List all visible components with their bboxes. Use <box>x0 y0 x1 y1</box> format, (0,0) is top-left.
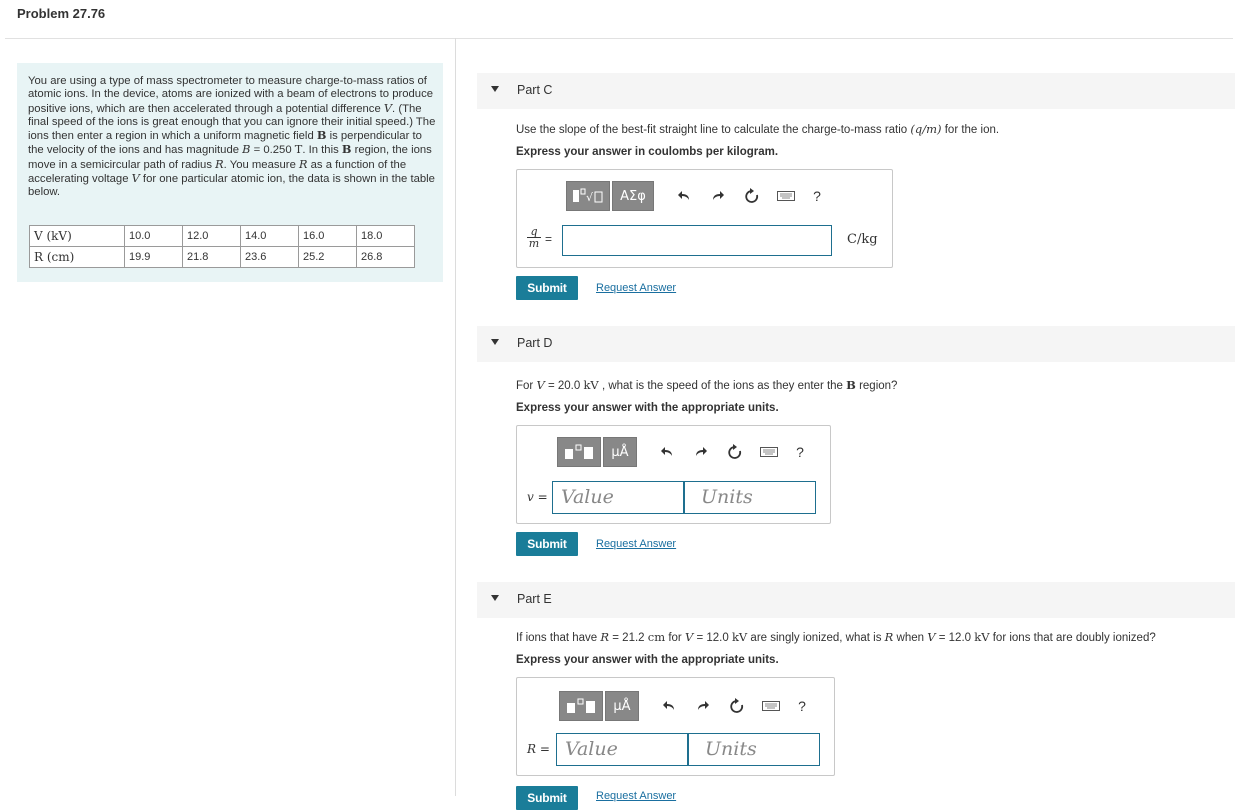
table-cell: 12.0 <box>183 226 241 247</box>
part-e-value-input[interactable]: Value <box>556 733 688 766</box>
table-cell: 26.8 <box>357 247 415 268</box>
redo-icon[interactable] <box>691 446 711 458</box>
greek-symbols-button[interactable]: ΑΣφ <box>612 181 654 211</box>
undo-icon[interactable] <box>674 190 694 202</box>
part-d-answer-box <box>516 425 831 524</box>
part-c-instruction: Express your answer in coulombs per kilogram. <box>516 146 779 158</box>
part-c-label: Part C <box>517 83 553 97</box>
table-row <box>30 226 415 247</box>
part-e-instruction: Express your answer with the appropriate units. <box>516 654 779 666</box>
part-d-variable-label: v = <box>527 490 548 504</box>
reset-icon[interactable] <box>742 188 762 204</box>
table-cell: 16.0 <box>299 226 357 247</box>
part-d-toolbar <box>557 437 807 467</box>
table-cell: 21.8 <box>183 247 241 268</box>
units-picker-button[interactable]: μÅ <box>605 691 639 721</box>
part-c-equals: = <box>545 232 553 246</box>
table-cell: 23.6 <box>241 247 299 268</box>
units-template-icon <box>564 697 598 715</box>
problem-title: Problem 27.76 <box>17 6 106 21</box>
problem-statement-panel <box>17 63 443 282</box>
table-row-header: R (cm) <box>30 247 125 268</box>
part-e-answer-box <box>516 677 835 776</box>
part-e-toolbar <box>559 691 809 721</box>
vector-b-symbol: B <box>316 128 327 143</box>
part-c-header[interactable] <box>477 73 1235 109</box>
part-d-submit-button[interactable]: Submit <box>516 532 578 556</box>
part-e-request-answer-link[interactable]: Request Answer <box>596 790 677 802</box>
part-d-label: Part D <box>517 336 553 350</box>
problem-statement-text: You are using a type of mass spectrometer to measure charge-to-mass ratios of atomic ions. In the device, atoms are ionized with a beam of electrons to produce positive ions, which are then accelerated through a potential difference V. (The final speed of the ions is great enough that you can ignore their initial speed.) The ions then enter a region in which a uniform magnetic field B is perpendicular to the velocity of the ions and has magnitude B = 0.250 T. In this B region, the ions move in a semicircular path of radius R. You measure R as a function of the accelerating voltage V for one particular atomic ion, the data is shown in the table below. <box>28 75 436 199</box>
part-c-question: Use the slope of the best-fit straight line to calculate the charge-to-mass ratio (q/m) for the ion. <box>516 122 1000 136</box>
table-cell: 25.2 <box>299 247 357 268</box>
part-e-units-input[interactable]: Units <box>688 733 820 766</box>
redo-icon[interactable] <box>693 700 713 712</box>
table-cell: 18.0 <box>357 226 415 247</box>
units-picker-button[interactable]: μÅ <box>603 437 637 467</box>
part-d-value-input[interactable]: Value <box>552 481 684 514</box>
templates-icon <box>571 187 605 205</box>
units-template-button[interactable] <box>559 691 603 721</box>
part-c-unit: C/kg <box>847 232 878 247</box>
undo-icon[interactable] <box>657 446 677 458</box>
part-c-request-answer-link[interactable]: Request Answer <box>596 282 677 294</box>
templates-button[interactable] <box>566 181 610 211</box>
table-row <box>30 247 415 268</box>
table-row-header: V (kV) <box>30 226 125 247</box>
data-table <box>29 225 415 268</box>
part-e-header[interactable] <box>477 582 1235 618</box>
part-d-question: For V = 20.0 kV , what is the speed of the ions as they enter the B region? <box>516 378 898 392</box>
reset-icon[interactable] <box>727 698 747 714</box>
collapse-triangle-icon[interactable] <box>491 339 499 345</box>
part-e-variable-label: R = <box>527 742 550 756</box>
help-icon[interactable]: ? <box>796 444 804 460</box>
keyboard-icon[interactable] <box>761 701 781 711</box>
reset-icon[interactable] <box>725 444 745 460</box>
svg-text:√: √ <box>586 191 594 204</box>
part-d-request-answer-link[interactable]: Request Answer <box>596 538 677 550</box>
part-c-answer-box <box>516 169 893 268</box>
part-c-variable-label: q m <box>528 225 540 250</box>
part-e-submit-button[interactable]: Submit <box>516 786 578 810</box>
part-e-question: If ions that have R = 21.2 cm for V = 12.0 kV are singly ionized, what is R when V = 12.0 kV for ions that are doubly ionized? <box>516 630 1156 644</box>
help-icon[interactable]: ? <box>813 188 821 204</box>
part-c-submit-button[interactable]: Submit <box>516 276 578 300</box>
collapse-triangle-icon[interactable] <box>491 595 499 601</box>
table-cell: 10.0 <box>125 226 183 247</box>
title-divider <box>5 38 1233 39</box>
part-e-label: Part E <box>517 592 552 606</box>
keyboard-icon[interactable] <box>759 447 779 457</box>
table-cell: 14.0 <box>241 226 299 247</box>
units-template-button[interactable] <box>557 437 601 467</box>
part-d-instruction: Express your answer with the appropriate units. <box>516 402 779 414</box>
units-template-icon <box>562 443 596 461</box>
collapse-triangle-icon[interactable] <box>491 86 499 92</box>
part-c-toolbar <box>566 181 824 211</box>
redo-icon[interactable] <box>708 190 728 202</box>
part-c-answer-input[interactable] <box>562 225 832 256</box>
column-divider <box>455 38 456 796</box>
keyboard-icon[interactable] <box>776 191 796 201</box>
help-icon[interactable]: ? <box>798 698 806 714</box>
table-cell: 19.9 <box>125 247 183 268</box>
part-d-units-input[interactable]: Units <box>684 481 816 514</box>
undo-icon[interactable] <box>659 700 679 712</box>
part-d-header[interactable] <box>477 326 1235 362</box>
